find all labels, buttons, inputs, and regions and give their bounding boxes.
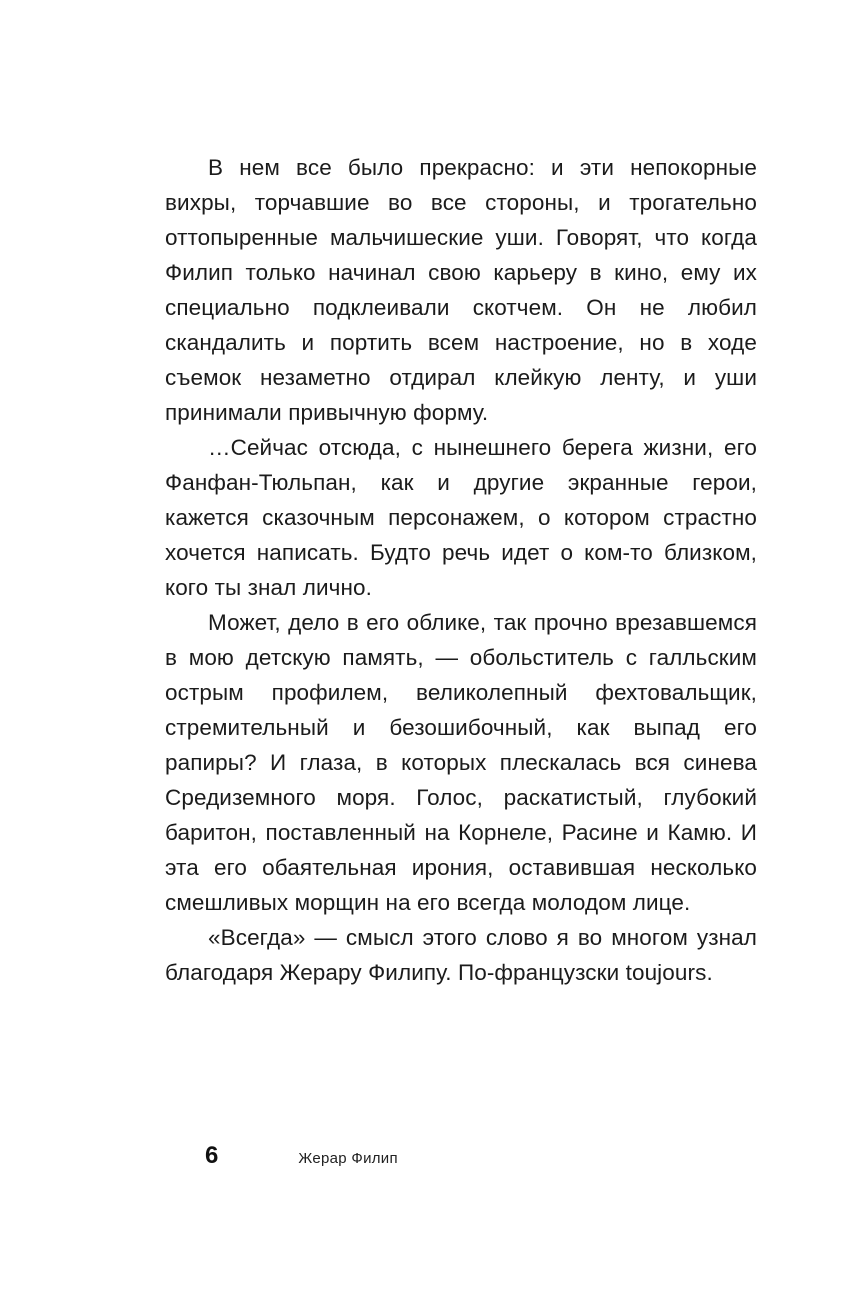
paragraph: В нем все было прекрасно: и эти непокорные вихры, торчавшие во все стороны, и трогательно оттопыренные мальчишеские уши. Говорят, что когда Филип только начинал свою карьеру в кино, ему их специально подклеивали скотчем. Он не любил скандалить и портить всем настроение, но в ходе съемок незаметно отдирал клейкую ленту, и уши принимали привычную форму. [165, 155, 757, 425]
page-number: 6 [205, 1142, 219, 1169]
paragraph: …Сейчас отсюда, с нынешнего берега жизни, его Фанфан-Тюльпан, как и другие экранные герои, кажется сказочным персонажем, о котором страстно хочется написать. Будто речь идет о ком-то близком, кого ты знал лично. [165, 435, 757, 600]
paragraph: «Всегда» — смысл этого слово я во многом узнал благодаря Жерару Филипу. По-французски toujours. [165, 925, 757, 985]
page-text [165, 150, 757, 990]
paragraph: Может, дело в его облике, так прочно врезавшемся в мою детскую память, — обольститель с галльским острым профилем, великолепный фехтовальщик, стремительный и безошибочный, как выпад его рапиры? И глаза, в которых плескалась вся синева Средиземного моря. Голос, раскатистый, глубокий баритон, поставленный на Корнеле, Расине и Камю. И эта его обаятельная ирония, оставившая несколько смешливых морщин на его всегда молодом лице. [165, 610, 757, 915]
running-title: Жерар Филип [298, 1150, 398, 1167]
page-footer [205, 1142, 765, 1170]
